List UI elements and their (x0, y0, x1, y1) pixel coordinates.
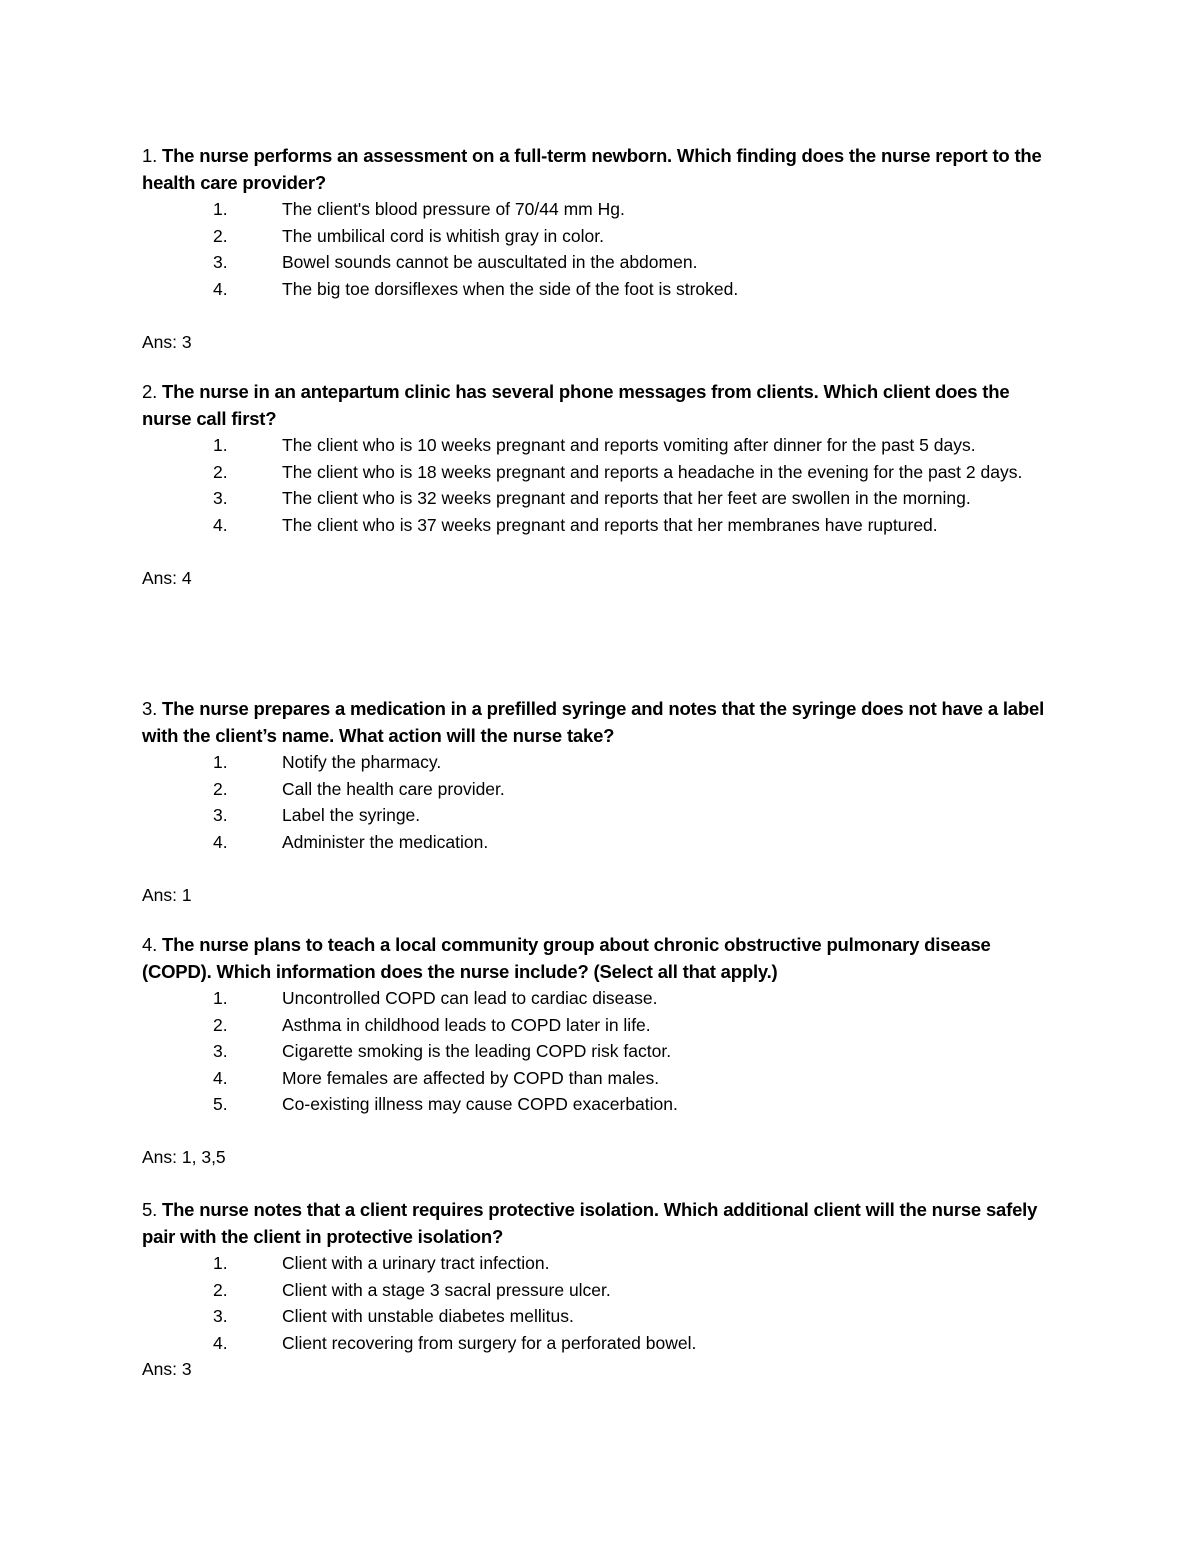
option-number: 3. (213, 252, 228, 272)
option-number: 1. (213, 199, 228, 219)
question-stem (142, 379, 1062, 432)
option-number: 3. (213, 805, 228, 825)
option-item (142, 1303, 1062, 1330)
option-number: 1. (213, 435, 228, 455)
option-text: Client with a urinary tract infection. (282, 1253, 550, 1273)
option-item (142, 1250, 1062, 1277)
option-item (142, 802, 1062, 829)
option-item (142, 1012, 1062, 1039)
question-3 (142, 696, 1062, 908)
question-text: The nurse notes that a client requires protective isolation. Which additional client will the nurse safely pair with the client in protective isolation? (142, 1199, 1038, 1247)
answer-text: Ans: 1, 3,5 (142, 1147, 226, 1167)
question-text: The nurse in an antepartum clinic has several phone messages from clients. Which client does the nurse call first? (142, 381, 1010, 429)
answer-text: Ans: 4 (142, 567, 192, 588)
question-stem (142, 1197, 1062, 1250)
option-text: Co-existing illness may cause COPD exacerbation. (282, 1094, 678, 1114)
option-number: 1. (213, 752, 228, 772)
option-text: Client recovering from surgery for a perforated bowel. (282, 1332, 697, 1353)
question-2 (142, 379, 1062, 591)
option-number: 5. (213, 1094, 228, 1114)
option-number: 4. (213, 1067, 228, 1088)
option-number: 3. (213, 1041, 228, 1061)
option-item (142, 485, 1062, 512)
question-4 (142, 932, 1062, 1171)
question-text: The nurse performs an assessment on a full-term newborn. Which finding does the nurse report to the health care provider? (142, 145, 1042, 193)
option-text: The big toe dorsiflexes when the side of the foot is stroked. (282, 278, 739, 299)
option-text: Cigarette smoking is the leading COPD risk factor. (282, 1041, 672, 1061)
option-number: 4. (213, 1332, 228, 1353)
option-item (142, 196, 1062, 223)
question-number: 1. (142, 145, 158, 166)
option-item (142, 1065, 1062, 1092)
option-item (142, 776, 1062, 803)
option-number: 4. (213, 278, 228, 299)
option-text: The client who is 32 weeks pregnant and reports that her feet are swollen in the morning. (282, 488, 971, 508)
answer-text: Ans: 1 (142, 884, 192, 905)
question-stem (142, 932, 1062, 985)
question-stem (142, 143, 1062, 196)
option-text: The client who is 18 weeks pregnant and reports a headache in the evening for the past 2 days. (282, 461, 1023, 482)
question-number: 5. (142, 1199, 158, 1220)
option-number: 3. (213, 1306, 228, 1326)
option-item (142, 1091, 1062, 1118)
option-text: Asthma in childhood leads to COPD later in life. (282, 1014, 651, 1035)
option-text: Uncontrolled COPD can lead to cardiac disease. (282, 988, 658, 1008)
option-number: 4. (213, 831, 228, 852)
question-5 (142, 1197, 1062, 1383)
option-item (142, 1277, 1062, 1304)
option-item (142, 1330, 1062, 1357)
option-item (142, 276, 1062, 303)
option-item (142, 1038, 1062, 1065)
option-number: 3. (213, 488, 228, 508)
option-item (142, 985, 1062, 1012)
option-number: 4. (213, 514, 228, 535)
answer-text: Ans: 3 (142, 1359, 192, 1379)
question-stem (142, 696, 1062, 749)
question-number: 2. (142, 381, 158, 402)
question-number: 4. (142, 934, 158, 955)
question-text: The nurse plans to teach a local community group about chronic obstructive pulmonary disease (COPD). Which information does the nurse include? (Select all that apply.) (142, 934, 991, 982)
option-text: The umbilical cord is whitish gray in color. (282, 225, 604, 246)
option-text: The client who is 37 weeks pregnant and reports that her membranes have ruptured. (282, 514, 938, 535)
answer-text: Ans: 3 (142, 331, 192, 352)
option-number: 2. (213, 225, 228, 246)
option-text: The client who is 10 weeks pregnant and reports vomiting after dinner for the past 5 days. (282, 435, 976, 455)
option-item (142, 459, 1062, 486)
option-number: 1. (213, 1253, 228, 1273)
option-text: Notify the pharmacy. (282, 752, 442, 772)
option-item (142, 749, 1062, 776)
option-text: Label the syringe. (282, 805, 421, 825)
option-number: 2. (213, 778, 228, 799)
option-text: Call the health care provider. (282, 778, 505, 799)
option-text: Client with a stage 3 sacral pressure ulcer. (282, 1279, 611, 1300)
option-number: 2. (213, 461, 228, 482)
option-item (142, 223, 1062, 250)
option-item (142, 432, 1062, 459)
option-text: Client with unstable diabetes mellitus. (282, 1306, 574, 1326)
option-number: 1. (213, 988, 228, 1008)
option-item (142, 249, 1062, 276)
option-text: Bowel sounds cannot be auscultated in the abdomen. (282, 252, 698, 272)
option-text: Administer the medication. (282, 831, 489, 852)
question-1 (142, 143, 1062, 355)
question-number: 3. (142, 698, 158, 719)
option-text: The client's blood pressure of 70/44 mm Hg. (282, 199, 625, 219)
question-text: The nurse prepares a medication in a prefilled syringe and notes that the syringe does not have a label with the client’s name. What action will the nurse take? (142, 698, 1045, 746)
option-number: 2. (213, 1014, 228, 1035)
option-item (142, 512, 1062, 539)
option-text: More females are affected by COPD than males. (282, 1067, 660, 1088)
option-item (142, 829, 1062, 856)
option-number: 2. (213, 1279, 228, 1300)
